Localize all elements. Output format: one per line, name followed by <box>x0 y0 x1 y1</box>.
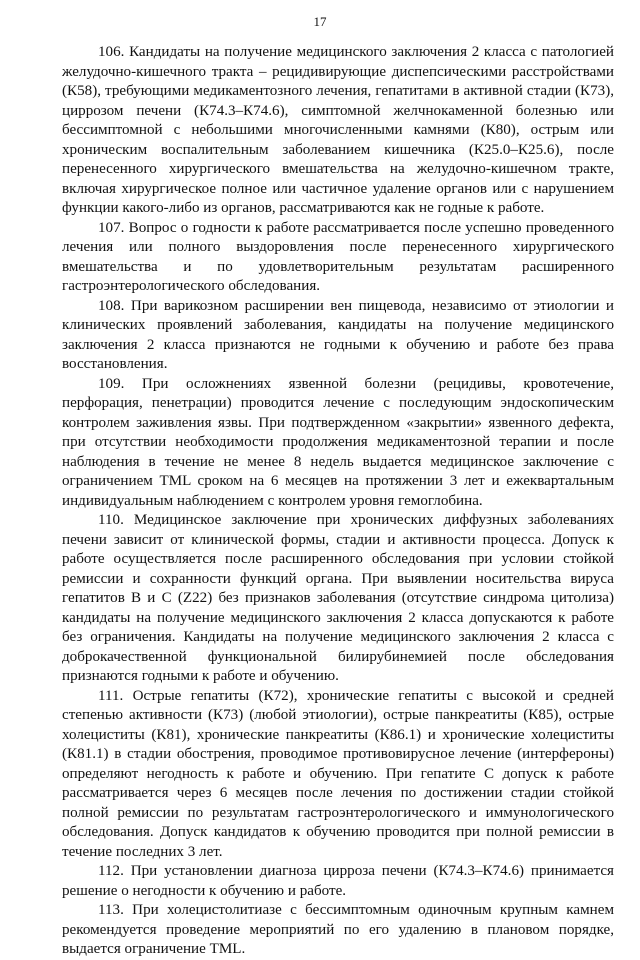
page-number: 17 <box>313 14 327 29</box>
paragraph-108: 108. При варикозном расширении вен пищевода, независимо от этиологии и клинических проявлений заболевания, кандидаты на получение медицинского заключения 2 класса признаются не годными к обучению и работе без права восстановления. <box>62 297 614 372</box>
paragraph-107: 107. Вопрос о годности к работе рассматривается после успешно проведенного лечения или полного выздоровления после перенесенного хирургического вмешательства и по удовлетворительным результатам расширенного гастроэнтерологического обследования. <box>62 219 614 294</box>
paragraph-110: 110. Медицинское заключение при хронических диффузных заболеваниях печени зависит от клинической формы, стадии и активности процесса. Допуск к работе осуществляется после расширенного обследования при условии стойкой ремиссии и сохранности функций органа. При выявлении носительства вируса гепатитов В и С (Z22) без признаков заболевания (отсутствие синдрома цитолиза) кандидаты на получение медицинского заключения 2 класса допускаются к работе без ограничения. Кандидаты на получение медицинского заключения 2 класса с доброкачественной функциональной билирубинемией после обследования признаются годными к работе и обучению. <box>62 512 614 684</box>
paragraph-113: 113. При холецистолитиазе с бессимптомным одиночным крупным камнем рекомендуется проведение мероприятий по его удалению в плановом порядке, выдается ограничение TML. <box>62 902 614 957</box>
paragraph-109: 109. При осложнениях язвенной болезни (рецидивы, кровотечение, перфорация, пенетрации) проводится лечение с последующим эндоскопическим контролем заживления язвы. При подтвержденном «закрытии» язвенного дефекта, при отсутствии необходимости продолжения медикаментозной терапии и после наблюдения в течение не менее 8 недель выдается медицинское заключение с ограничением TML сроком на 6 месяцев на протяжении 3 лет и ежеквартальным индивидуальным наблюдением с контролем уровня гемоглобина. <box>62 375 614 509</box>
paragraph-112: 112. При установлении диагноза цирроза печени (К74.3–К74.6) принимается решение о негодности к обучению и работе. <box>62 863 614 899</box>
paragraph-111: 111. Острые гепатиты (К72), хронические гепатиты с высокой и средней степенью активности (К73) (любой этиологии), острые панкреатиты (К85), острые холециститы (К81), хронические панкреатиты (К86.1) и хронические холециститы (К81.1) в стадии обострения, проводимое противовирусное лечение (интерфероны) определяют негодность к работе и обучению. При гепатите С допуск к работе рассматривается через 6 месяцев после лечения по достижении стадии стойкой полной ремиссии по результатам гастроэнтерологического и иммунологического обследования. Допуск кандидатов к обучению проводится при полной ремиссии в течение последних 3 лет. <box>62 687 614 860</box>
paragraph-106: 106. Кандидаты на получение медицинского заключения 2 класса с патологией желудочно-кишечного тракта – рецидивирующие диспепсическими расстройствами (К58), требующими медикаментозного лечения, гепатитами в активной стадии (К73), циррозом печени (К74.3–К74.6), симптомной желчнокаменной болезнью или бессимптомной с небольшими многочисленными камнями (К80), острым или хроническим воспалительным заболеванием кишечника (К25.0–К25.6), после перенесенного хирургического вмешательства на желудочно-кишечном тракте, включая хирургическое полное или частичное удаление органов или с нарушением функции какого-либо из органов, рассматриваются как не годные к работе. <box>62 44 614 216</box>
document-body <box>62 43 614 960</box>
